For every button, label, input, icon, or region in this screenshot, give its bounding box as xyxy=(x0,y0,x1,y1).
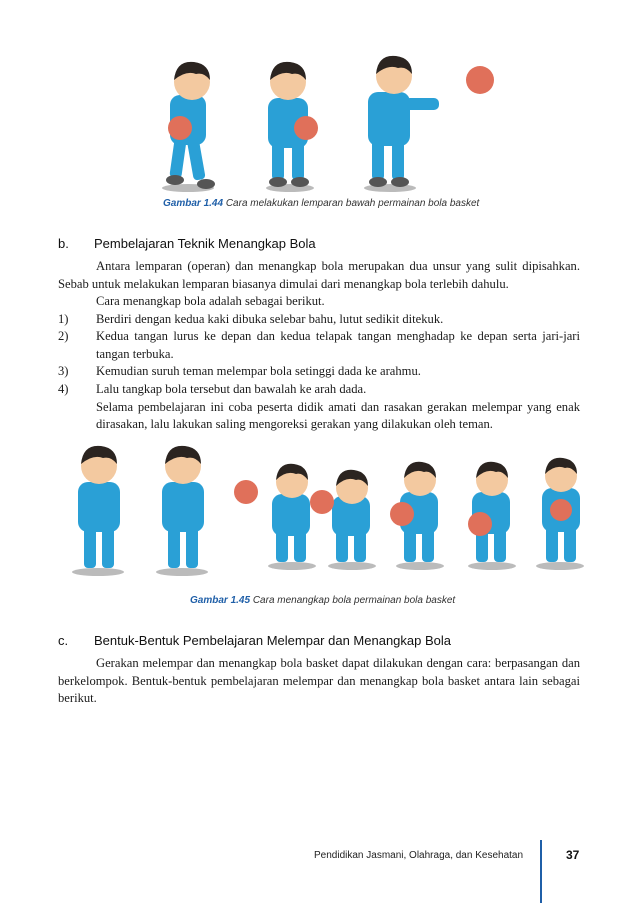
section-c-body: Gerakan melempar dan menangkap bola basket dapat dilakukan dengan cara: berpasangan dan berkelompok. Bentuk-bentuk pembelajaran melempar dan menangkap bola basket antara lain sebagai berikut. xyxy=(58,656,580,706)
boy-figure-catch-2 xyxy=(156,446,208,576)
boy-figure-catch-7 xyxy=(536,458,584,570)
figure-throw-illustration xyxy=(150,50,510,195)
boy-figure-throw-1 xyxy=(162,62,215,192)
boy-figure-catch-4 xyxy=(310,470,376,570)
list-item: 2) Kedua tangan lurus ke depan dan kedua telapak tangan menghadap ke depan serta jari-jari tangan terbuka. xyxy=(58,329,580,361)
section-b-intro: Antara lemparan (operan) dan menangkap bola merupakan dua unsur yang sulit dipisahkan. Sebab untuk melakukan lemparan biasanya dimulai dari menangkap bola terlebih dahulu. xyxy=(58,259,580,291)
page-number: 37 xyxy=(566,848,580,862)
list-item: 4) Lalu tangkap bola tersebut dan bawalah ke arah dada. xyxy=(58,381,367,396)
boy-figure-catch-1 xyxy=(72,446,124,576)
figure-caption-1 xyxy=(163,198,479,209)
section-b-letter: b. xyxy=(58,236,69,251)
basketball-icon xyxy=(466,66,494,94)
list-item: 1) Berdiri dengan kedua kaki dibuka selebar bahu, lutut sedikit ditekuk. xyxy=(58,311,444,326)
boy-figure-throw-2 xyxy=(266,62,318,192)
list-item: 3) Kemudian suruh teman melempar bola setinggi dada ke arahmu. xyxy=(58,364,421,379)
boy-figure-catch-6 xyxy=(468,462,516,570)
section-b-heading xyxy=(58,236,316,251)
section-c-letter: c. xyxy=(58,633,69,648)
figure-caption-text-1: Cara melakukan lemparan bawah permainan bola basket xyxy=(225,198,480,209)
section-c-heading xyxy=(58,633,451,648)
footer-divider xyxy=(540,840,542,903)
figure-label-1: Gambar 1.44 xyxy=(163,198,224,209)
boy-figure-catch-5 xyxy=(390,462,444,570)
figure-catch-illustration xyxy=(60,440,590,580)
section-b-lead: Cara menangkap bola adalah sebagai berikut. xyxy=(96,294,325,308)
section-c-title: Bentuk-Bentuk Pembelajaran Melempar dan Menangkap Bola xyxy=(94,633,451,648)
boy-figure-throw-3 xyxy=(364,56,494,192)
boy-figure-catch-3 xyxy=(234,464,316,570)
section-b-title: Pembelajaran Teknik Menangkap Bola xyxy=(94,236,316,251)
section-b-steps xyxy=(58,293,580,434)
footer-book-title: Pendidikan Jasmani, Olahraga, dan Kesehatan xyxy=(314,850,524,861)
section-b-closing: Selama pembelajaran ini coba peserta didik amati dan rasakan gerakan melempar yang enak dirasakan, lalu lakukan saling mengoreksi gerakan yang dilakukan oleh teman. xyxy=(96,399,580,432)
figure-caption-2 xyxy=(190,595,455,606)
figure-caption-text-2: Cara menangkap bola permainan bola basket xyxy=(252,595,456,606)
figure-label-2: Gambar 1.45 xyxy=(190,595,251,606)
